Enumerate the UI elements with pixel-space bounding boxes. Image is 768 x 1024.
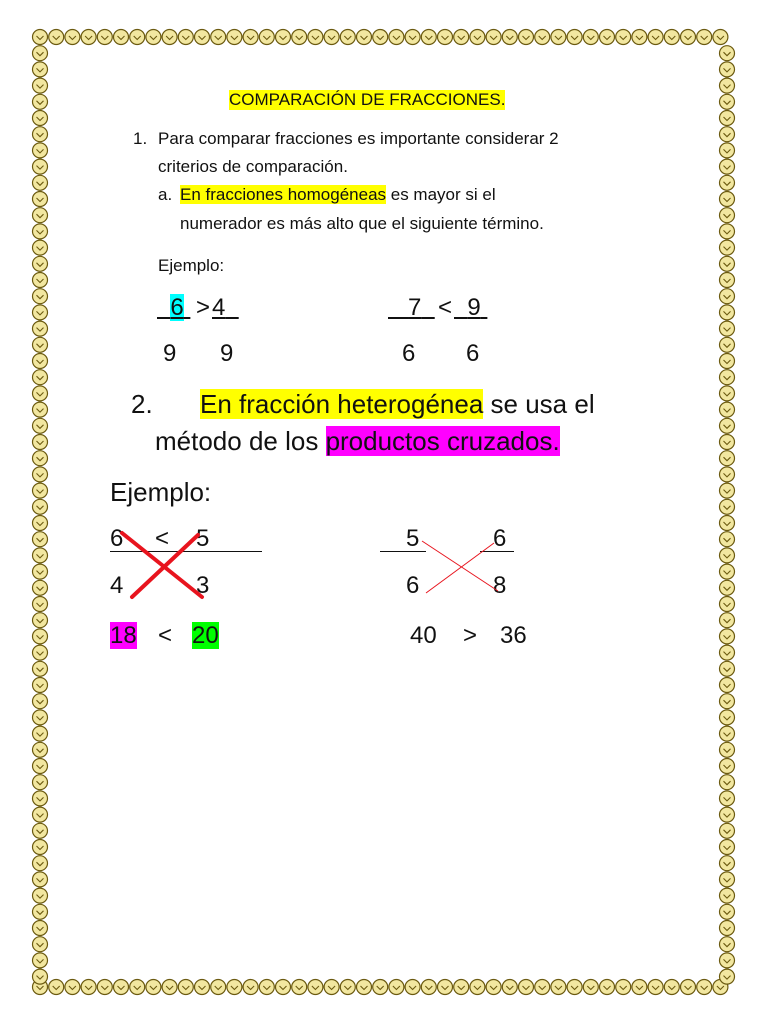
- border-clock-icon: [227, 980, 242, 995]
- border-clock-icon: [33, 759, 48, 774]
- border-clock-icon: [33, 305, 48, 320]
- border-clock-icon: [33, 969, 48, 984]
- border-clock-icon: [33, 175, 48, 190]
- border-clock-icon: [33, 678, 48, 693]
- ex1-right-num-b: 9: [467, 294, 481, 321]
- border-clock-icon: [535, 30, 550, 45]
- border-clock-icon: [211, 30, 226, 45]
- border-clock-icon: [720, 111, 735, 126]
- border-clock-icon: [720, 872, 735, 887]
- border-clock-icon: [551, 980, 566, 995]
- item-2-line-1: [200, 389, 595, 420]
- ex2-left-den-a: 4: [110, 572, 124, 599]
- border-clock-icon: [405, 980, 420, 995]
- border-clock-icon: [720, 807, 735, 822]
- border-clock-icon: [720, 840, 735, 855]
- border-clock-icon: [389, 980, 404, 995]
- border-clock-icon: [720, 354, 735, 369]
- border-clock-icon: [33, 451, 48, 466]
- ex2-right-product-op: >: [463, 622, 478, 649]
- border-clock-icon: [632, 980, 647, 995]
- border-clock-icon: [600, 30, 615, 45]
- border-clock-icon: [664, 980, 679, 995]
- border-clock-icon: [438, 980, 453, 995]
- item-2-line-2-prefix: método de los: [155, 426, 326, 456]
- item-1a-line-1: [180, 183, 496, 207]
- border-clock-icon: [720, 467, 735, 482]
- border-clock-icon: [720, 337, 735, 352]
- border-clock-icon: [97, 980, 112, 995]
- border-clock-icon: [33, 192, 48, 207]
- border-clock-icon: [389, 30, 404, 45]
- border-clock-icon: [33, 548, 48, 563]
- border-clock-icon: [720, 386, 735, 401]
- border-clock-icon: [720, 548, 735, 563]
- border-clock-icon: [33, 94, 48, 109]
- border-clock-icon: [33, 386, 48, 401]
- item-1a-letter: a.: [158, 185, 173, 204]
- border-clock-icon: [33, 580, 48, 595]
- border-clock-icon: [697, 30, 712, 45]
- border-clock-icon: [49, 980, 64, 995]
- border-clock-icon: [454, 30, 469, 45]
- ex2-left-product-b: 20: [192, 622, 219, 649]
- border-clock-icon: [720, 516, 735, 531]
- border-clock-icon: [600, 980, 615, 995]
- border-clock-icon: [33, 256, 48, 271]
- border-clock-icon: [146, 30, 161, 45]
- border-clock-icon: [720, 597, 735, 612]
- item-2-number: 2.: [131, 389, 153, 419]
- border-clock-icon: [33, 823, 48, 838]
- ex2-left-cross-mark: [110, 525, 220, 605]
- border-clock-icon: [720, 240, 735, 255]
- border-clock-icon: [276, 980, 291, 995]
- border-clock-icon: [33, 661, 48, 676]
- border-clock-icon: [720, 402, 735, 417]
- border-clock-icon: [720, 742, 735, 757]
- border-clock-icon: [720, 370, 735, 385]
- border-clock-icon: [114, 980, 129, 995]
- border-clock-icon: [648, 980, 663, 995]
- ex1-right-op: <: [438, 294, 453, 321]
- item-2-line-1-rest: se usa el: [483, 389, 595, 419]
- item-1-number: 1.: [133, 129, 148, 148]
- border-clock-icon: [292, 980, 307, 995]
- border-clock-icon: [33, 872, 48, 887]
- border-clock-icon: [33, 888, 48, 903]
- border-clock-icon: [720, 175, 735, 190]
- ex2-right-den-a: 6: [406, 572, 420, 599]
- border-clock-icon: [33, 791, 48, 806]
- border-clock-icon: [373, 30, 388, 45]
- border-clock-icon: [146, 980, 161, 995]
- border-clock-icon: [357, 30, 372, 45]
- ex1-left-den-a: 9: [163, 340, 177, 367]
- border-clock-icon: [632, 30, 647, 45]
- ex2-left-num-b: 5: [196, 525, 210, 552]
- border-clock-icon: [33, 645, 48, 660]
- item-2-line-2: [155, 426, 560, 457]
- border-clock-icon: [720, 775, 735, 790]
- item-1-line-2: criterios de comparación.: [158, 157, 348, 176]
- ex2-left-product-a: 18: [110, 622, 137, 649]
- border-clock-icon: [227, 30, 242, 45]
- border-clock-icon: [33, 742, 48, 757]
- border-clock-icon: [681, 980, 696, 995]
- border-clock-icon: [502, 980, 517, 995]
- border-clock-icon: [438, 30, 453, 45]
- border-clock-icon: [33, 370, 48, 385]
- border-clock-icon: [720, 645, 735, 660]
- heterogeneous-highlight: En fracción heterogénea: [200, 389, 484, 419]
- border-clock-icon: [33, 240, 48, 255]
- border-clock-icon: [373, 980, 388, 995]
- border-clock-icon: [720, 305, 735, 320]
- border-clock-icon: [81, 980, 96, 995]
- border-clock-icon: [178, 980, 193, 995]
- border-clock-icon: [33, 354, 48, 369]
- border-clock-icon: [211, 980, 226, 995]
- border-clock-icon: [308, 980, 323, 995]
- ex2-right-num-b: 6: [493, 525, 507, 552]
- ex1-left-num-a: [157, 294, 190, 322]
- ex1-right-den-b: 6: [466, 340, 480, 367]
- border-clock-icon: [33, 321, 48, 336]
- border-clock-icon: [648, 30, 663, 45]
- border-clock-icon: [720, 46, 735, 61]
- border-clock-icon: [519, 30, 534, 45]
- border-clock-icon: [720, 856, 735, 871]
- border-clock-icon: [33, 807, 48, 822]
- border-clock-icon: [324, 980, 339, 995]
- border-clock-icon: [162, 30, 177, 45]
- border-clock-icon: [276, 30, 291, 45]
- border-clock-icon: [616, 980, 631, 995]
- border-clock-icon: [308, 30, 323, 45]
- border-clock-icon: [33, 418, 48, 433]
- border-clock-icon: [33, 629, 48, 644]
- border-clock-icon: [33, 289, 48, 304]
- border-clock-icon: [720, 969, 735, 984]
- border-clock-icon: [720, 143, 735, 158]
- border-clock-icon: [720, 208, 735, 223]
- border-clock-icon: [33, 775, 48, 790]
- border-clock-icon: [357, 980, 372, 995]
- border-clock-icon: [33, 78, 48, 93]
- border-clock-icon: [567, 980, 582, 995]
- border-clock-icon: [720, 661, 735, 676]
- border-clock-icon: [681, 30, 696, 45]
- ex1-left-num-b: 4: [212, 294, 226, 321]
- border-clock-icon: [720, 921, 735, 936]
- item-1a-line-1-rest: es mayor si el: [386, 185, 496, 204]
- border-clock-icon: [33, 30, 48, 45]
- homogeneous-highlight: En fracciones homogéneas: [180, 185, 387, 204]
- border-clock-icon: [720, 256, 735, 271]
- border-clock-icon: [33, 483, 48, 498]
- border-clock-icon: [33, 710, 48, 725]
- border-clock-icon: [340, 30, 355, 45]
- border-clock-icon: [33, 694, 48, 709]
- border-clock-icon: [720, 564, 735, 579]
- border-clock-icon: [583, 980, 598, 995]
- border-clock-icon: [33, 337, 48, 352]
- border-clock-icon: [720, 94, 735, 109]
- border-clock-icon: [33, 159, 48, 174]
- border-clock-icon: [720, 321, 735, 336]
- border-clock-icon: [405, 30, 420, 45]
- border-clock-icon: [720, 613, 735, 628]
- border-clock-icon: [720, 953, 735, 968]
- border-clock-icon: [720, 62, 735, 77]
- border-clock-icon: [720, 289, 735, 304]
- border-clock-icon: [421, 980, 436, 995]
- border-clock-icon: [720, 224, 735, 239]
- border-clock-icon: [65, 980, 80, 995]
- border-clock-icon: [33, 224, 48, 239]
- ex1-left-den-b: 9: [220, 340, 234, 367]
- border-clock-icon: [259, 980, 274, 995]
- border-clock-icon: [324, 30, 339, 45]
- border-clock-icon: [697, 980, 712, 995]
- border-clock-icon: [502, 30, 517, 45]
- border-clock-icon: [486, 980, 501, 995]
- item-1-line-1: Para comparar fracciones es importante considerar 2: [158, 129, 559, 148]
- border-clock-icon: [259, 30, 274, 45]
- ex2-right-product-a: 40: [410, 622, 437, 649]
- border-clock-icon: [720, 435, 735, 450]
- page-title: COMPARACIÓN DE FRACCIONES.: [229, 90, 506, 109]
- ex1-right-num-a: 7: [408, 294, 422, 321]
- ex2-right-den-b: 8: [493, 572, 507, 599]
- example-1-label: Ejemplo:: [158, 256, 225, 275]
- border-clock-icon: [720, 273, 735, 288]
- border-clock-icon: [720, 694, 735, 709]
- border-clock-icon: [486, 30, 501, 45]
- border-clock-icon: [720, 451, 735, 466]
- border-clock-icon: [720, 904, 735, 919]
- ex2-right-cross-mark: [400, 525, 520, 605]
- border-clock-icon: [33, 111, 48, 126]
- border-clock-icon: [720, 791, 735, 806]
- border-clock-icon: [33, 856, 48, 871]
- border-clock-icon: [720, 710, 735, 725]
- border-clock-icon: [97, 30, 112, 45]
- border-clock-icon: [713, 30, 728, 45]
- border-clock-icon: [720, 823, 735, 838]
- border-clock-icon: [567, 30, 582, 45]
- ex2-left-product-op: <: [158, 622, 173, 649]
- border-clock-icon: [130, 30, 145, 45]
- border-clock-icon: [243, 30, 258, 45]
- border-clock-icon: [33, 208, 48, 223]
- border-clock-icon: [720, 532, 735, 547]
- border-clock-icon: [664, 30, 679, 45]
- border-clock-icon: [421, 30, 436, 45]
- example-2-label: Ejemplo:: [110, 477, 212, 507]
- border-clock-icon: [720, 937, 735, 952]
- border-clock-icon: [720, 483, 735, 498]
- border-clock-icon: [33, 726, 48, 741]
- border-clock-icon: [33, 937, 48, 952]
- border-clock-icon: [33, 613, 48, 628]
- border-clock-icon: [720, 726, 735, 741]
- border-clock-icon: [33, 273, 48, 288]
- cross-products-highlight: productos cruzados.: [325, 426, 560, 456]
- ex2-right-product-b: 36: [500, 622, 527, 649]
- border-clock-icon: [243, 980, 258, 995]
- border-clock-icon: [470, 30, 485, 45]
- border-clock-icon: [470, 980, 485, 995]
- ex2-left-op: <: [155, 525, 170, 552]
- border-clock-icon: [720, 418, 735, 433]
- border-clock-icon: [720, 499, 735, 514]
- border-clock-icon: [720, 192, 735, 207]
- border-clock-icon: [178, 30, 193, 45]
- ex1-left-num-a-value: 6: [170, 294, 184, 321]
- border-clock-icon: [65, 30, 80, 45]
- border-clock-icon: [720, 580, 735, 595]
- border-clock-icon: [720, 127, 735, 142]
- border-clock-icon: [162, 980, 177, 995]
- border-clock-icon: [33, 904, 48, 919]
- ex2-right-num-a: 5: [406, 525, 420, 552]
- ex2-left-num-a: 6: [110, 525, 124, 552]
- ex1-left-op: >: [196, 294, 211, 321]
- border-clock-icon: [583, 30, 598, 45]
- item-1a-line-2: numerador es más alto que el siguiente término.: [180, 214, 544, 233]
- border-clock-icon: [292, 30, 307, 45]
- border-clock-icon: [33, 499, 48, 514]
- border-clock-icon: [720, 888, 735, 903]
- border-clock-icon: [130, 980, 145, 995]
- border-clock-icon: [33, 597, 48, 612]
- border-clock-icon: [33, 402, 48, 417]
- border-clock-icon: [195, 30, 210, 45]
- border-clock-icon: [195, 980, 210, 995]
- border-clock-icon: [33, 921, 48, 936]
- border-clock-icon: [114, 30, 129, 45]
- ex1-right-den-a: 6: [402, 340, 416, 367]
- border-clock-icon: [535, 980, 550, 995]
- border-clock-icon: [33, 840, 48, 855]
- border-clock-icon: [720, 78, 735, 93]
- ex2-left-den-b: 3: [196, 572, 210, 599]
- border-clock-icon: [720, 629, 735, 644]
- border-clock-icon: [616, 30, 631, 45]
- border-clock-icon: [33, 46, 48, 61]
- border-clock-icon: [720, 678, 735, 693]
- border-clock-icon: [33, 62, 48, 77]
- border-clock-icon: [33, 143, 48, 158]
- border-clock-icon: [720, 159, 735, 174]
- border-clock-icon: [519, 980, 534, 995]
- border-clock-icon: [33, 435, 48, 450]
- border-clock-icon: [720, 759, 735, 774]
- border-clock-icon: [33, 127, 48, 142]
- border-clock-icon: [551, 30, 566, 45]
- border-clock-icon: [33, 467, 48, 482]
- border-clock-icon: [454, 980, 469, 995]
- border-clock-icon: [340, 980, 355, 995]
- border-clock-icon: [33, 564, 48, 579]
- border-clock-icon: [33, 516, 48, 531]
- border-clock-icon: [49, 30, 64, 45]
- border-clock-icon: [81, 30, 96, 45]
- border-clock-icon: [33, 532, 48, 547]
- border-clock-icon: [33, 953, 48, 968]
